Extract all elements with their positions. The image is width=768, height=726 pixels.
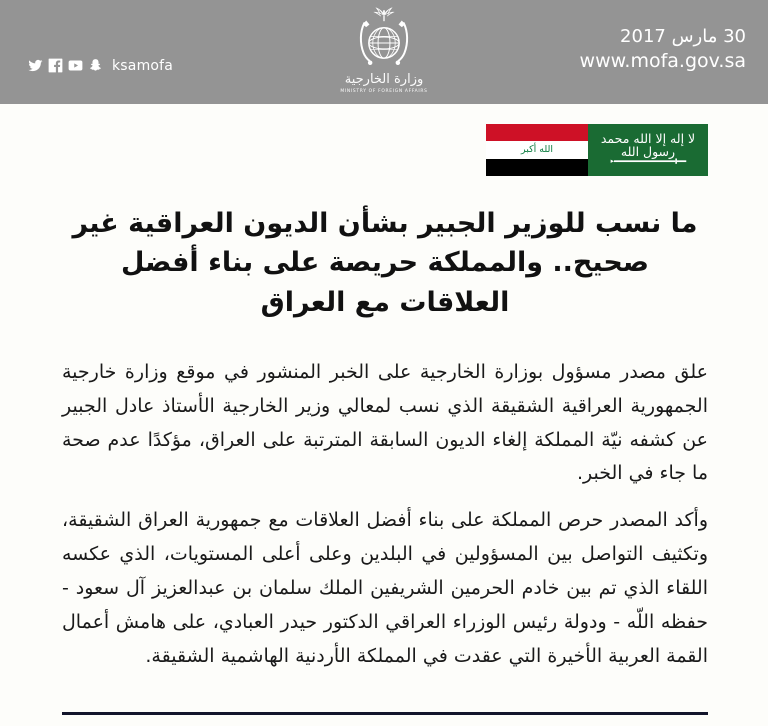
page-header — [0, 0, 768, 104]
website-url[interactable]: www.mofa.gov.sa — [579, 49, 746, 72]
saudi-sword-icon — [610, 157, 690, 165]
saudi-shahada-script: لا إله إلا الله محمد رسول الله — [600, 131, 696, 159]
flag-pair — [486, 124, 708, 176]
mofa-emblem — [332, 6, 436, 100]
article-body — [62, 356, 708, 673]
snapchat-icon[interactable] — [88, 58, 103, 73]
emblem-arabic-title: وزارة الخارجية — [344, 72, 424, 87]
social-handle: ksamofa — [112, 57, 174, 74]
header-meta — [580, 26, 746, 73]
article-paragraph: وأكد المصدر حرص المملكة على بناء أفضل العلاقات مع جمهورية العراق الشقيقة، وتكثيف التواصل بين المسؤولين في البلدين وعلى أعلى المستويات، الذي عكسه اللقاء الذي تم بين خادم الحرمين الشريفين الملك سلمان بن عبدالعزيز آل سعود - حفظه اللّه - ودولة رئيس الوزراء العراقي الدكتور حيدر العبادي، على هامش أعمال القمة العربية الأخيرة التي عقدت في المملكة الأردنية الهاشمية الشقيقة. — [62, 509, 708, 667]
social-links[interactable] — [28, 58, 173, 73]
youtube-icon[interactable] — [68, 58, 83, 73]
facebook-icon[interactable] — [48, 58, 63, 73]
article-paragraph: علق مصدر مسؤول بوزارة الخارجية على الخبر المنشور في موقع وزارة خارجية الجمهورية العراقية الشقيقة الذي نسب لمعالي وزير الخارجية الأستاذ عادل الجبير عن كشفه نيّة المملكة إلغاء الديون السابقة المترتبة على العراق، مؤكدًا عدم صحة ما جاء في الخبر. — [62, 361, 708, 485]
footer-divider — [62, 712, 708, 715]
emblem-english-title: MINISTRY OF FOREIGN AFFAIRS — [340, 88, 428, 94]
flag-saudi-arabia — [588, 124, 708, 176]
iraq-black-stripe — [486, 159, 588, 176]
twitter-icon[interactable] — [28, 58, 43, 73]
iraq-takbir-script: الله أكبر — [520, 144, 554, 156]
page-title: ما نسب للوزير الجبير بشأن الديون العراقية غير صحيح.. والمملكة حريصة على بناء أفضل العلاقات مع العراق — [72, 208, 698, 318]
iraq-red-stripe — [486, 124, 588, 141]
flag-iraq — [486, 124, 588, 176]
emblem-mark-icon — [344, 6, 424, 72]
publication-date: 30 مارس 2017 — [620, 26, 746, 47]
